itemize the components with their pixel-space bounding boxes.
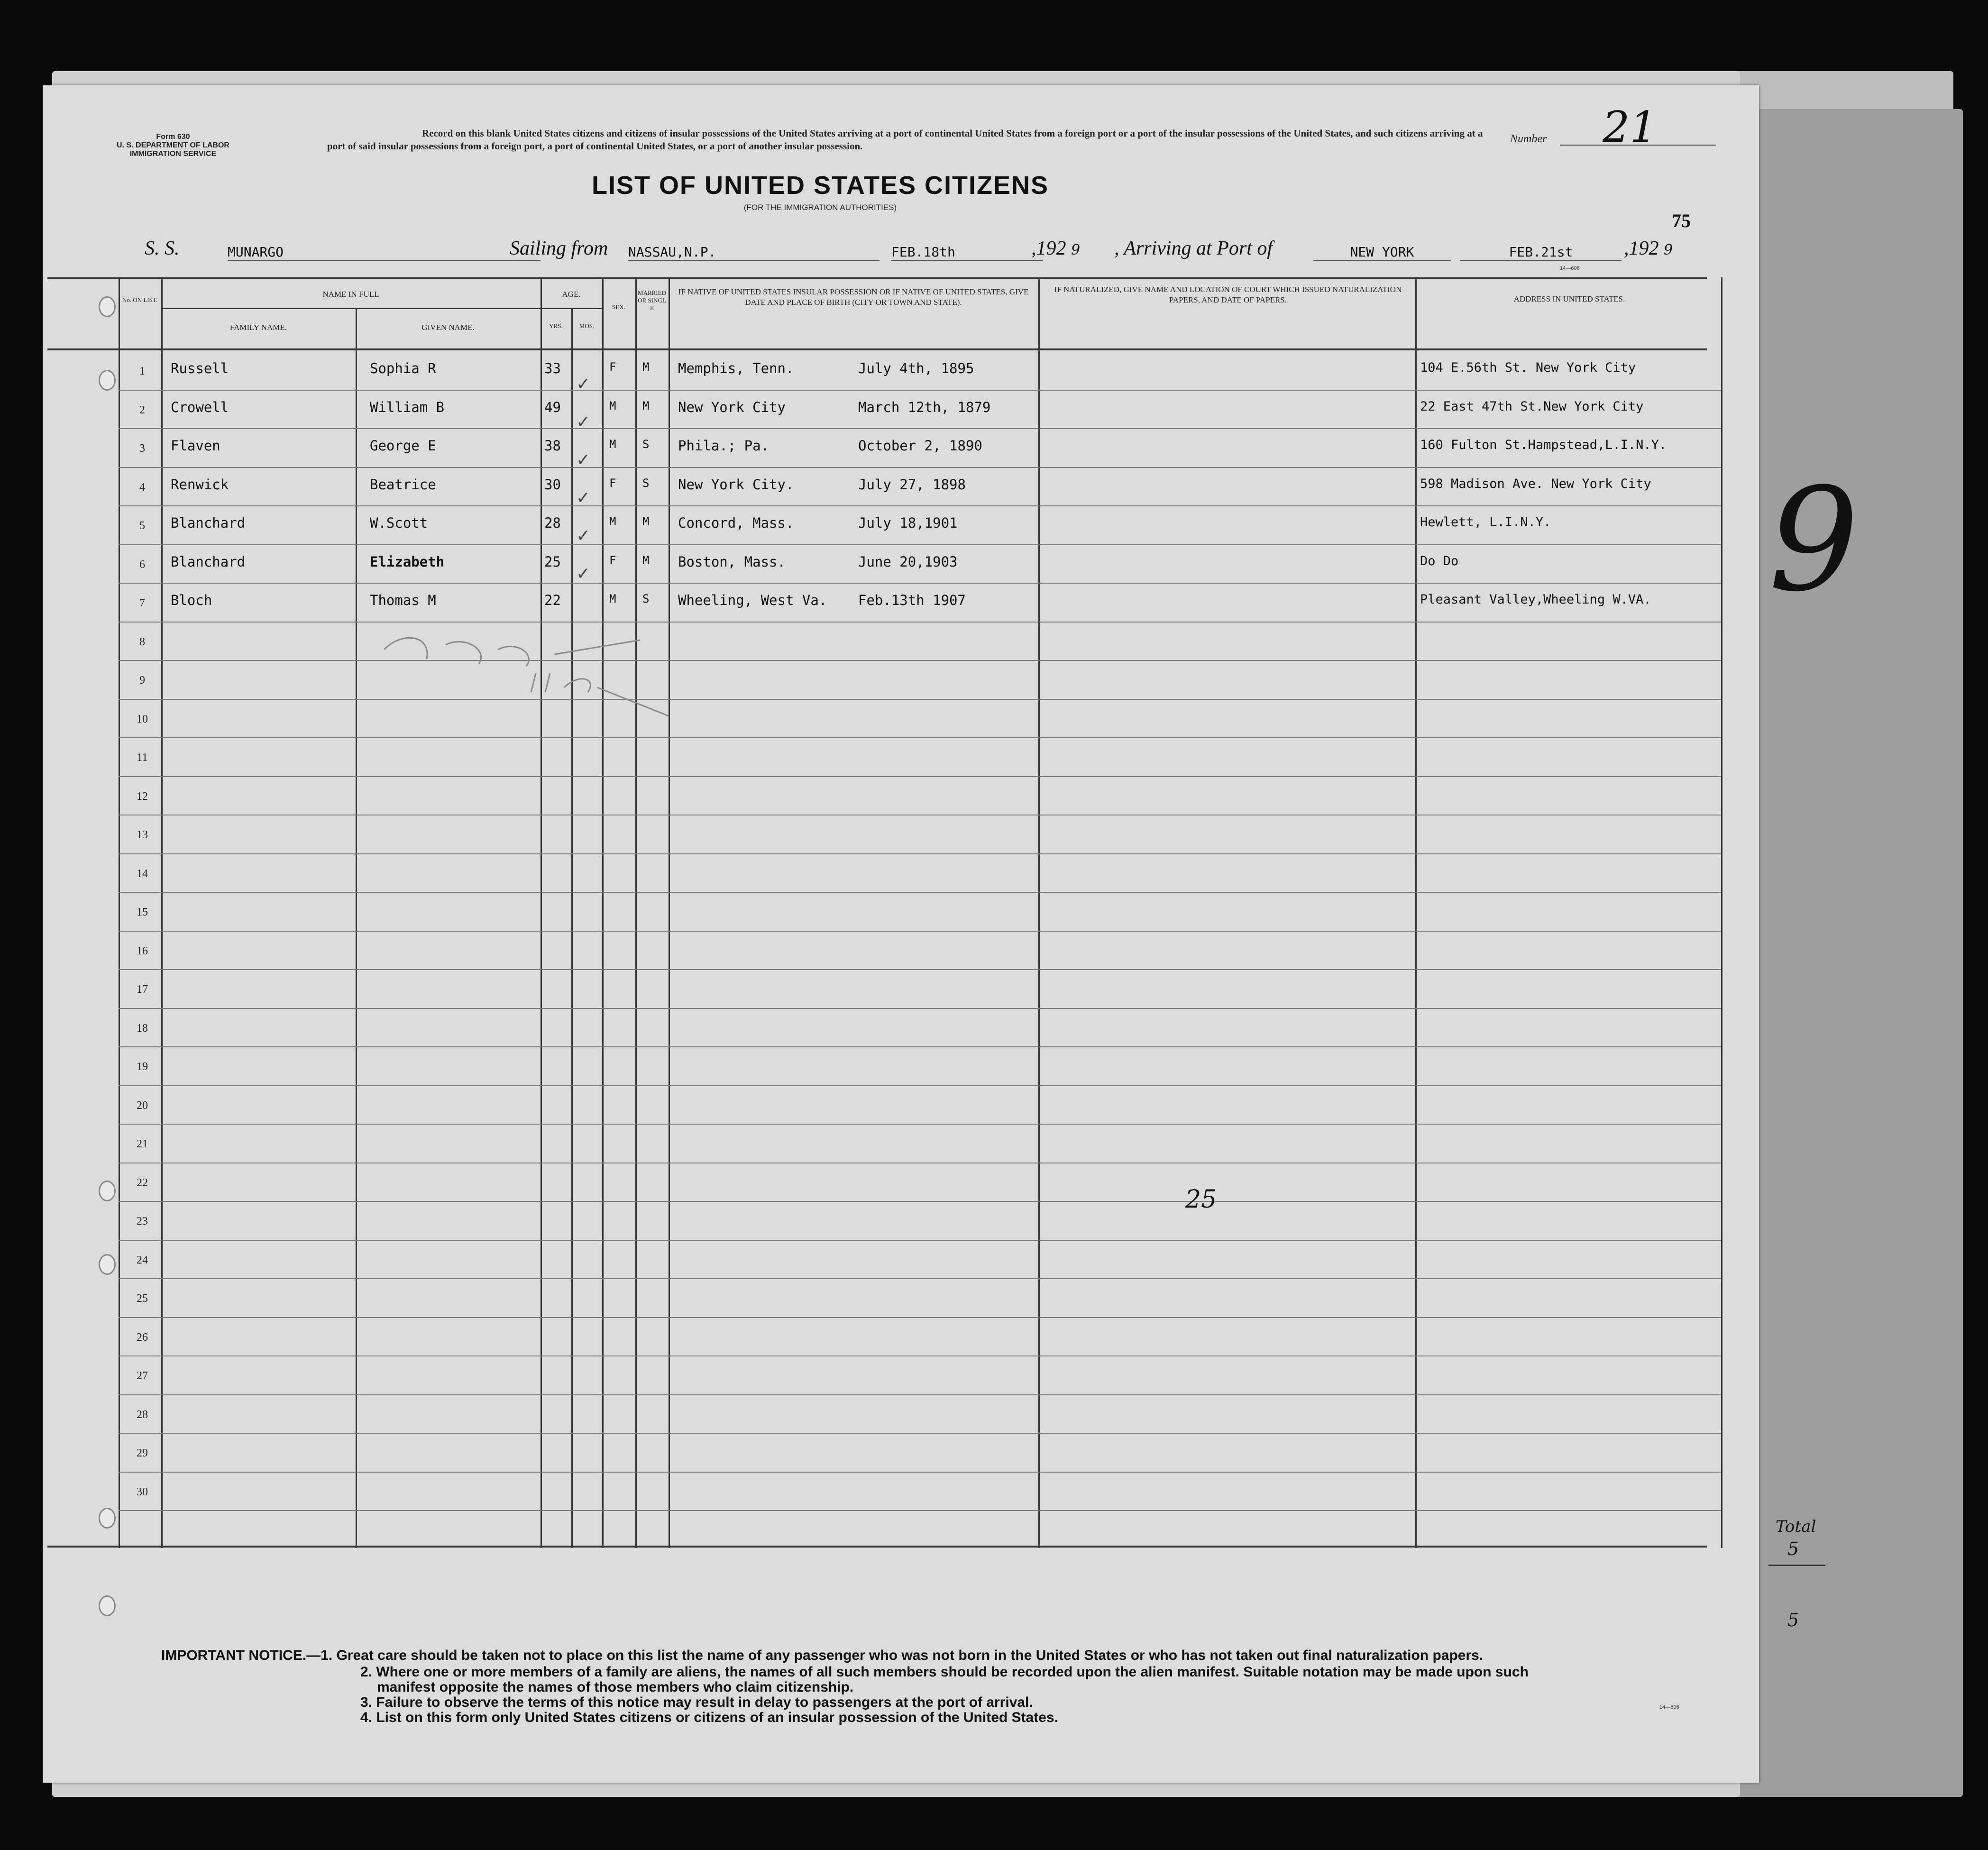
- notice-item-4: 4. List on this form only United States citizens or citizens of an insular possession of the United States.: [360, 1710, 1058, 1725]
- notice-item-1: 1. Great care should be taken not to place on this list the name of any passenger who was not born in the United States or who has not taken out final naturalization papers.: [321, 1648, 1484, 1663]
- age-years-cell: 33: [544, 360, 561, 376]
- sex-cell: M: [609, 438, 616, 451]
- total-label: Total: [1776, 1517, 1816, 1536]
- row-separator: [119, 660, 1721, 661]
- header-age: AGE.: [562, 290, 581, 299]
- punch-hole: [99, 370, 116, 391]
- col-line-age: [541, 277, 542, 1548]
- address-cell: Pleasant Valley,Wheeling W.VA.: [1420, 592, 1651, 607]
- sailing-date: FEB.18th: [891, 244, 1043, 261]
- arrival-port: NEW YORK: [1313, 244, 1451, 261]
- row-separator: [119, 1085, 1721, 1086]
- notice-heading: [161, 1648, 1483, 1664]
- col-line-naturalized: [1038, 277, 1040, 1548]
- row-separator: [119, 737, 1721, 738]
- header-mos: MOS.: [579, 322, 595, 330]
- check-mark: ✓: [576, 412, 591, 432]
- check-mark: ✓: [576, 488, 591, 508]
- row-separator: [119, 1472, 1721, 1473]
- birth-place-cell: Wheeling, West Va.: [678, 592, 827, 608]
- row-separator: [119, 776, 1721, 777]
- marital-status-cell: M: [642, 360, 650, 374]
- age-years-cell: 38: [544, 438, 561, 454]
- row-number: 25: [137, 1292, 148, 1305]
- total-value-2: 5: [1787, 1610, 1799, 1630]
- row-number: 5: [139, 520, 145, 532]
- header-married-single: MARRIED OR SINGLE: [638, 289, 666, 311]
- notice-item-2-cont: manifest opposite the names of those members who claim citizenship.: [377, 1679, 854, 1695]
- row-separator: [119, 931, 1721, 932]
- sailing-from-port: NASSAU,N.P.: [628, 244, 879, 261]
- header-sex: SEX.: [612, 303, 625, 311]
- check-mark: ✓: [576, 564, 591, 584]
- address-cell: 598 Madison Ave. New York City: [1420, 476, 1651, 491]
- row-number: 17: [137, 983, 148, 996]
- row-separator: [119, 1240, 1721, 1241]
- col-line-address: [1415, 277, 1417, 1548]
- row-separator: [119, 1278, 1721, 1279]
- row-number: 22: [137, 1176, 148, 1189]
- row-number: 11: [137, 751, 148, 764]
- col-line-family: [161, 277, 163, 1548]
- sex-cell: F: [609, 553, 616, 567]
- row-number: 1: [139, 365, 145, 377]
- header-naturalized: IF NATURALIZED, GIVE NAME AND LOCATION OF COURT WHICH ISSUED NATURALIZATION PAPERS, AND DATE OF PAPERS.: [1054, 285, 1402, 304]
- row-number: 29: [137, 1447, 148, 1459]
- row-number: 24: [137, 1254, 148, 1266]
- row-number: 14: [137, 867, 148, 880]
- row-number: 27: [137, 1370, 148, 1382]
- given-name-cell: George E: [370, 438, 436, 454]
- manifest-sheet: [43, 85, 1759, 1783]
- row-number: 23: [137, 1215, 148, 1227]
- notice-item-2: 2. Where one or more members of a family are aliens, the names of all such members should be recorded upon the alien manifest. Suitable notation may be made upon such: [360, 1664, 1529, 1680]
- header-birth: IF NATIVE OF UNITED STATES INSULAR POSSESSION OR IF NATIVE OF UNITED STATES, GIVE DATE AND PLACE OF BIRTH (CITY OR TOWN AND STATE).: [678, 287, 1029, 307]
- family-name-cell: Russell: [171, 360, 229, 376]
- birth-place-cell: New York City.: [678, 476, 794, 493]
- marital-status-cell: S: [642, 438, 650, 451]
- sex-cell: F: [609, 476, 616, 490]
- list-number: 21: [1603, 102, 1657, 152]
- page-title: LIST OF UNITED STATES CITIZENS: [592, 171, 1049, 200]
- given-name-cell: William B: [370, 399, 445, 415]
- row-number: 15: [137, 906, 148, 918]
- birth-date-cell: October 2, 1890: [858, 438, 982, 454]
- address-cell: 22 East 47th St.New York City: [1420, 399, 1644, 414]
- year-prefix-text-2: 192: [1629, 238, 1659, 259]
- given-name-cell: W.Scott: [370, 515, 428, 531]
- bottom-print-code: 14—606: [1659, 1704, 1679, 1710]
- family-name-cell: Renwick: [171, 476, 229, 493]
- punch-hole: [99, 1508, 116, 1529]
- year-digit-2: 9: [1664, 242, 1673, 258]
- row-number: 3: [139, 442, 145, 455]
- row-separator: [119, 1355, 1721, 1356]
- row-separator: [119, 1124, 1721, 1125]
- row-separator: [119, 969, 1721, 970]
- header-yrs: YRS.: [549, 322, 563, 330]
- check-mark: ✓: [576, 375, 591, 394]
- row-number: 6: [139, 558, 145, 571]
- punch-hole: [99, 296, 116, 317]
- birth-date-cell: Feb.13th 1907: [858, 592, 966, 608]
- family-name-cell: Blanchard: [171, 515, 246, 531]
- marital-status-cell: M: [642, 399, 650, 412]
- row-separator: [119, 1394, 1721, 1395]
- top-print-code: 14—606: [1560, 266, 1580, 271]
- col-line-married: [635, 277, 637, 1548]
- page-subtitle: (FOR THE IMMIGRATION AUTHORITIES): [743, 203, 897, 212]
- total-value-1: 5: [1787, 1539, 1799, 1559]
- row-number: 21: [137, 1138, 148, 1150]
- given-name-cell: Elizabeth: [370, 553, 445, 570]
- row-number: 4: [139, 481, 145, 494]
- given-name-cell: Thomas M: [370, 592, 436, 608]
- header-family-name: FAMILY NAME.: [229, 323, 287, 332]
- total-underline: [1768, 1565, 1825, 1566]
- birth-date-cell: July 27, 1898: [858, 476, 966, 493]
- header-address: ADDRESS IN UNITED STATES.: [1513, 294, 1625, 303]
- sex-cell: M: [609, 592, 616, 605]
- row-separator: [119, 544, 1721, 545]
- age-years-cell: 28: [544, 515, 561, 531]
- year-prefix-2: ,192 9: [1624, 238, 1673, 259]
- age-years-cell: 22: [544, 592, 561, 608]
- notice-item-3: 3. Failure to observe the terms of this notice may result in delay to passengers at the port of arrival.: [360, 1694, 1033, 1710]
- given-name-cell: Beatrice: [370, 476, 436, 493]
- address-cell: Do Do: [1420, 553, 1459, 568]
- row-number: 30: [137, 1485, 148, 1498]
- check-mark: ✓: [576, 450, 591, 470]
- age-years-cell: 30: [544, 476, 561, 493]
- birth-date-cell: June 20,1903: [858, 553, 958, 570]
- number-label: Number: [1510, 133, 1547, 145]
- row-number: 12: [137, 790, 148, 803]
- address-cell: Hewlett, L.I.N.Y.: [1420, 515, 1551, 530]
- punch-hole: [99, 1595, 116, 1616]
- row-number: 20: [137, 1099, 148, 1112]
- subheader-line: [161, 308, 602, 309]
- row-number: 7: [139, 597, 145, 609]
- ship-name: MUNARGO: [228, 244, 541, 261]
- marital-status-cell: S: [642, 592, 650, 605]
- birth-place-cell: Phila.; Pa.: [678, 438, 770, 454]
- age-years-cell: 25: [544, 553, 561, 570]
- department-name: U. S. DEPARTMENT OF LABOR: [117, 141, 229, 149]
- family-name-cell: Crowell: [171, 399, 229, 415]
- col-line-right: [1721, 277, 1722, 1548]
- family-name-cell: Flaven: [171, 438, 220, 454]
- birth-place-cell: New York City: [678, 399, 786, 415]
- ss-label: S. S.: [145, 238, 180, 259]
- family-name-cell: Bloch: [171, 592, 212, 608]
- punch-hole: [99, 1254, 116, 1275]
- row-separator: [119, 390, 1721, 391]
- row-separator: [119, 505, 1721, 506]
- year-prefix-text-1: 192: [1036, 238, 1066, 259]
- address-cell: 160 Fulton St.Hampstead,L.I.N.Y.: [1420, 438, 1667, 452]
- col-line-mos: [571, 308, 573, 1548]
- row-number: 19: [137, 1061, 148, 1073]
- col-line-no: [119, 277, 120, 1548]
- sex-cell: M: [609, 515, 616, 528]
- row-separator: [119, 583, 1721, 584]
- header-no-on-list: No. ON LIST.: [122, 296, 158, 303]
- row-number: 26: [137, 1331, 148, 1344]
- row-number: 8: [139, 635, 145, 648]
- punch-hole: [99, 1181, 116, 1201]
- header-name-in-full: NAME IN FULL: [322, 290, 379, 299]
- row-separator: [119, 467, 1721, 468]
- arriving-label: , Arriving at Port of: [1114, 238, 1273, 259]
- header-bottom-border: [47, 348, 1707, 350]
- year-prefix-1: ,192 9: [1031, 238, 1081, 259]
- check-mark: ✓: [576, 526, 591, 546]
- service-name: IMMIGRATION SERVICE: [129, 150, 217, 158]
- family-name-cell: Blanchard: [171, 553, 246, 570]
- middle-page-number: 25: [1185, 1185, 1217, 1214]
- row-separator: [119, 699, 1721, 700]
- form-identifier: [95, 133, 251, 158]
- table-bottom-border: [47, 1546, 1707, 1548]
- row-separator: [119, 1201, 1721, 1202]
- row-number: 10: [137, 713, 148, 725]
- sex-cell: M: [609, 399, 616, 412]
- row-separator: [119, 1433, 1721, 1434]
- notice-head-text: IMPORTANT NOTICE.—: [161, 1648, 321, 1663]
- col-line-birth: [669, 277, 670, 1548]
- row-number: 9: [139, 674, 145, 687]
- birth-place-cell: Memphis, Tenn.: [678, 360, 794, 376]
- row-separator: [119, 1510, 1721, 1511]
- col-line-sex: [602, 277, 604, 1548]
- form-number: Form 630: [156, 133, 190, 141]
- row-separator: [119, 1317, 1721, 1318]
- corner-page-number: 75: [1672, 210, 1691, 231]
- row-separator: [119, 1046, 1721, 1047]
- row-number: 2: [139, 403, 145, 416]
- sailing-from-label: Sailing from: [510, 238, 608, 259]
- birth-date-cell: March 12th, 1879: [858, 399, 991, 415]
- arriving-label-text: Arriving at Port of: [1124, 238, 1273, 259]
- row-number: 16: [137, 944, 148, 957]
- record-instructions: Record on this blank United States citizens and citizens of insular possessions of the United States arriving at a port of continental United States from a foreign port or a port of the insular possessions of the United States, and such citizens arriving at a port of said insular possessions from a foreign port, a port of continental United States, or a port of another insular possession.: [327, 128, 1483, 152]
- given-name-cell: Sophia R: [370, 360, 436, 376]
- birth-date-cell: July 18,1901: [858, 515, 958, 531]
- row-separator: [119, 428, 1721, 429]
- row-separator: [119, 892, 1721, 893]
- arrival-date: FEB.21st: [1460, 244, 1622, 261]
- sex-cell: F: [609, 360, 616, 374]
- header-given-name: GIVEN NAME.: [421, 323, 475, 332]
- birth-date-cell: July 4th, 1895: [858, 360, 974, 376]
- col-line-given: [356, 308, 357, 1548]
- row-separator: [119, 1008, 1721, 1009]
- margin-big-digit: 9: [1768, 458, 1859, 623]
- row-number: 18: [137, 1022, 148, 1035]
- age-years-cell: 49: [544, 399, 561, 415]
- row-number: 28: [137, 1408, 148, 1421]
- row-separator: [119, 853, 1721, 854]
- row-separator: [119, 622, 1721, 623]
- marital-status-cell: M: [642, 515, 650, 528]
- pencil-scribble: [375, 621, 706, 725]
- year-digit-1: 9: [1071, 242, 1081, 258]
- row-number: 13: [137, 829, 148, 841]
- birth-place-cell: Boston, Mass.: [678, 553, 786, 570]
- table-top-border: [47, 277, 1707, 279]
- address-cell: 104 E.56th St. New York City: [1420, 360, 1636, 375]
- marital-status-cell: S: [642, 476, 650, 490]
- marital-status-cell: M: [642, 553, 650, 567]
- birth-place-cell: Concord, Mass.: [678, 515, 794, 531]
